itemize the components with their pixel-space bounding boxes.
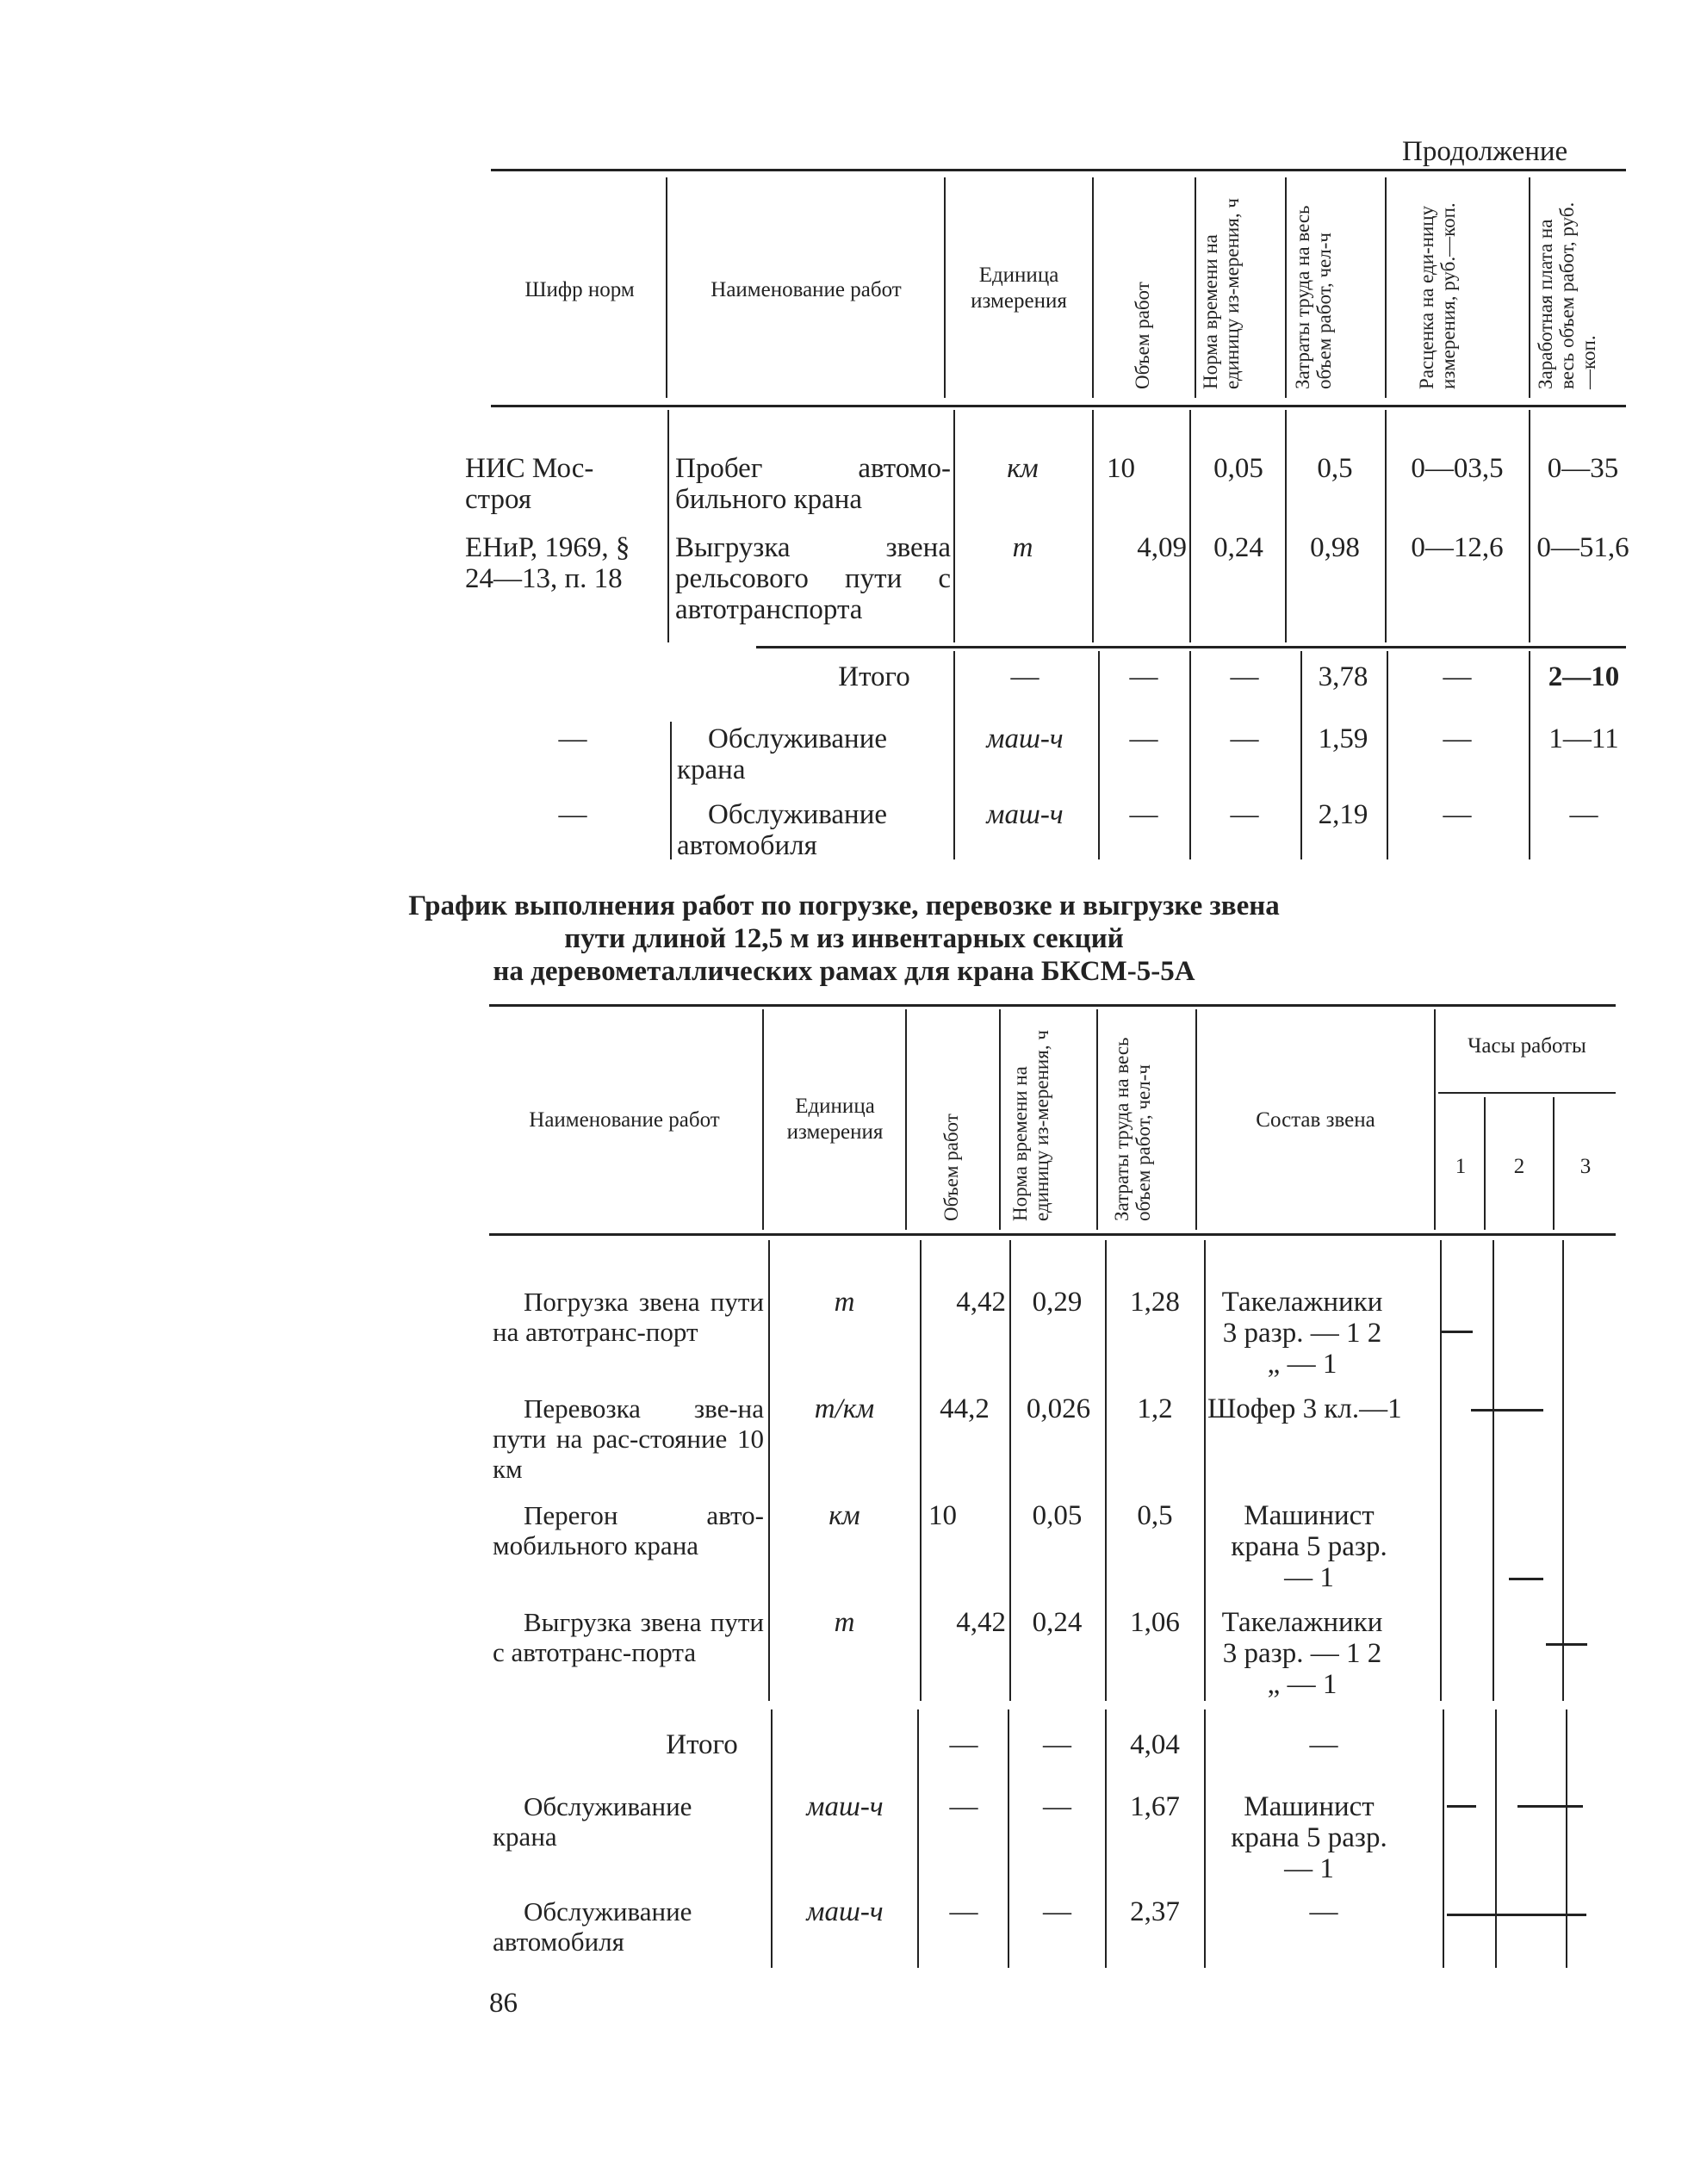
t2-total-norm: — (1043, 1729, 1071, 1760)
t1-hdr-divider (666, 177, 667, 398)
t2-body-divider (1562, 1240, 1564, 1701)
t2-row7-unit: маш-ч (806, 1896, 884, 1927)
t2-body-divider (917, 1709, 919, 1968)
t1-row5-unit: маш-ч (986, 799, 1064, 830)
schedule-title-line2: пути длиной 12,5 м из инвентарных секций (564, 923, 1124, 954)
t1-body-divider (667, 410, 669, 642)
t2-header-hour-1: 1 (1455, 1155, 1467, 1178)
t2-row3-labor: 0,5 (1137, 1500, 1173, 1531)
t2-header-volume: Объем работ (940, 1114, 962, 1221)
t2-row2-crew: Шофер 3 кл.—1 (1207, 1393, 1402, 1424)
t2-row6-labor: 1,67 (1130, 1791, 1180, 1822)
t1-row1-name: Пробег автомо-бильного крана (675, 453, 951, 515)
t1-row4-name: Обслуживание крана (677, 723, 888, 785)
t2-row1-name: Погрузка звена пути на автотранс-порт (493, 1287, 764, 1347)
t2-hdr-divider (1434, 1009, 1436, 1230)
t1-lower-divider (953, 651, 955, 859)
t1-row1-rate: 0—03,5 (1411, 453, 1504, 484)
page-number: 86 (489, 1988, 518, 2019)
t1-row1-labor: 0,5 (1317, 453, 1353, 484)
t2-row1-unit: т (834, 1287, 855, 1318)
t1-row1-unit: км (1007, 453, 1039, 484)
t2-row1-volume: 4,42 (956, 1287, 1006, 1318)
gantt-bar-transport (1471, 1409, 1543, 1412)
t1-lower-divider (1189, 651, 1191, 859)
t1-row4-rate: — (1443, 723, 1472, 754)
t2-total-crew: — (1309, 1729, 1338, 1760)
t2-row7-labor: 2,37 (1130, 1896, 1180, 1927)
t2-row2-name: Перевозка зве-на пути на рас-стояние 10 км (493, 1393, 764, 1484)
schedule-title-line3: на деревометаллических рамах для крана БКСМ-5-5А (493, 956, 1195, 987)
t2-hdr-divider (1195, 1009, 1197, 1230)
t2-row6-volume: — (949, 1791, 978, 1822)
t1-row1-code: НИС Мос-строя (465, 453, 594, 515)
t2-body-divider (1440, 1240, 1442, 1701)
t2-row3-unit: км (828, 1500, 860, 1531)
t2-row6-unit: маш-ч (806, 1791, 884, 1822)
schedule-title-line1: График выполнения работ по погрузке, перевозке и выгрузке звена (408, 890, 1280, 921)
t1-header-volume: Объем работ (1132, 282, 1153, 389)
t1-total-norm: — (1230, 661, 1259, 692)
t2-row6-crew: Машинист крана 5 разр. — 1 (1231, 1791, 1387, 1884)
t1-row2-labor: 0,98 (1310, 532, 1360, 563)
t1-row5-norm: — (1230, 799, 1259, 830)
t2-row4-volume: 4,42 (956, 1607, 1006, 1638)
t2-header-crew: Состав звена (1256, 1108, 1375, 1132)
t2-row7-name: Обслуживание автомобиля (493, 1896, 692, 1957)
t2-total-volume: — (949, 1729, 978, 1760)
gantt-bar-crane-service-2 (1517, 1805, 1583, 1808)
t1-header-wage: Заработная плата на весь объем работ, руб.—коп. (1535, 202, 1599, 389)
t2-body-divider (1009, 1240, 1011, 1701)
t2-body-divider (771, 1709, 773, 1968)
t2-row3-crew: Машинист крана 5 разр. — 1 (1231, 1500, 1387, 1593)
t2-body-divider (1443, 1709, 1444, 1968)
t1-row2-norm: 0,24 (1213, 532, 1263, 563)
t1-row5-rate: — (1443, 799, 1472, 830)
t2-total-labor: 4,04 (1130, 1729, 1180, 1760)
t1-row5-volume: — (1129, 799, 1158, 830)
t2-row4-crew: Такелажники 3 разр. — 1 2 „ — 1 (1221, 1607, 1383, 1700)
t2-row1-labor: 1,28 (1130, 1287, 1180, 1318)
t2-body-divider (1105, 1709, 1107, 1968)
table1-total-rule (756, 646, 1626, 648)
gantt-bar-loading (1440, 1331, 1473, 1333)
t1-hdr-divider (1092, 177, 1094, 398)
t1-body-divider (1385, 410, 1387, 642)
t1-row2-wage: 0—51,6 (1536, 532, 1629, 563)
t1-row5-labor: 2,19 (1318, 799, 1368, 830)
t2-row1-norm: 0,29 (1032, 1287, 1083, 1318)
t1-total-wage: 2—10 (1548, 661, 1620, 692)
t2-row7-volume: — (949, 1896, 978, 1927)
t2-header-hour-2: 2 (1513, 1155, 1525, 1178)
t1-hdr-divider (944, 177, 946, 398)
t1-row4-norm: — (1230, 723, 1259, 754)
t2-row2-norm: 0,026 (1026, 1393, 1091, 1424)
t1-row5-name: Обслуживание автомобиля (677, 799, 888, 861)
table1-top-rule (491, 169, 1626, 171)
t2-hdr-divider (1553, 1097, 1555, 1230)
t2-body-divider (1495, 1709, 1497, 1968)
t2-hdr-divider (999, 1009, 1001, 1230)
t2-header-name: Наименование работ (529, 1108, 720, 1132)
t2-row7-norm: — (1043, 1896, 1071, 1927)
t2-body-divider (1204, 1240, 1206, 1701)
t1-lower-divider (1098, 651, 1100, 859)
table2-header-rule (489, 1233, 1616, 1236)
t2-row6-norm: — (1043, 1791, 1071, 1822)
gantt-bar-crane-service-1 (1447, 1805, 1476, 1808)
t1-hdr-divider (1285, 177, 1287, 398)
t1-lower-divider (670, 722, 672, 859)
t1-total-unit: — (1010, 661, 1039, 692)
t1-lower-divider (1529, 651, 1530, 859)
t2-hdr-divider (762, 1009, 764, 1230)
t1-hdr-divider (1385, 177, 1387, 398)
t1-row4-wage: 1—11 (1548, 723, 1619, 754)
t2-header-hours: Часы работы (1468, 1034, 1586, 1058)
t2-header-labor: Затраты труда на весь объем работ, чел-ч (1111, 1037, 1154, 1221)
t2-header-norm: Норма времени на единицу из-мерения, ч (1009, 1030, 1052, 1221)
t1-header-labor: Затраты труда на весь объем работ, чел-ч (1292, 205, 1335, 389)
t1-row1-norm: 0,05 (1213, 453, 1263, 484)
t1-header-code: Шифр норм (524, 278, 635, 301)
t1-body-divider (1092, 410, 1094, 642)
t1-body-divider (1529, 410, 1530, 642)
gantt-bar-vehicle-service (1447, 1914, 1586, 1916)
t2-total-label: Итого (666, 1729, 738, 1760)
t2-header-unit: Единица измерения (786, 1095, 884, 1144)
t2-body-divider (1566, 1709, 1567, 1968)
t1-row4-code: — (558, 723, 587, 754)
t2-row6-name: Обслуживание крана (493, 1791, 692, 1852)
t2-body-divider (1008, 1709, 1009, 1968)
t1-row2-volume: 4,09 (1137, 532, 1187, 563)
t1-hdr-divider (1529, 177, 1530, 398)
t1-row4-labor: 1,59 (1318, 723, 1368, 754)
t1-header-rate: Расценка на еди-ницу измерения, руб.—коп. (1416, 202, 1459, 389)
t1-body-divider (1285, 410, 1287, 642)
t2-body-divider (1204, 1709, 1206, 1968)
t1-row1-volume: 10 (1107, 453, 1135, 484)
t1-total-labor: 3,78 (1318, 661, 1368, 692)
t2-row3-name: Перегон авто-мобильного крана (493, 1500, 764, 1560)
t1-total-rate: — (1443, 661, 1472, 692)
t2-hdr-divider (1096, 1009, 1098, 1230)
t2-row3-volume: 10 (928, 1500, 957, 1531)
t1-row2-rate: 0—12,6 (1411, 532, 1504, 563)
t1-row2-unit: т (1012, 532, 1033, 563)
gantt-bar-unloading (1546, 1643, 1587, 1646)
gantt-bar-crane-run (1509, 1578, 1543, 1580)
t1-row2-name: Выгрузка звена рельсового пути с автотранспорта (675, 532, 951, 625)
t2-header-hour-3: 3 (1579, 1155, 1592, 1178)
t1-total-label: Итого (838, 661, 910, 692)
t2-row4-unit: т (834, 1607, 855, 1638)
t1-row2-code: ЕНиР, 1969, § 24—13, п. 18 (465, 532, 630, 594)
t1-row4-unit: маш-ч (986, 723, 1064, 754)
table2-hours-rule (1438, 1092, 1616, 1094)
t2-row1-crew: Такелажники 3 разр. — 1 2 „ — 1 (1221, 1287, 1383, 1380)
t2-row4-labor: 1,06 (1130, 1607, 1180, 1638)
t2-row2-unit: т/км (814, 1393, 875, 1424)
t1-row4-volume: — (1129, 723, 1158, 754)
t1-row5-wage: — (1569, 799, 1598, 830)
t1-header-norm: Норма времени на единицу из-мерения, ч (1200, 198, 1243, 389)
t2-row2-volume: 44,2 (940, 1393, 990, 1424)
t2-row2-labor: 1,2 (1137, 1393, 1173, 1424)
t2-body-divider (1105, 1240, 1107, 1701)
t1-header-unit: Единица измерения (971, 264, 1067, 313)
continuation-label: Продолжение (1402, 136, 1568, 167)
t2-body-divider (1493, 1240, 1494, 1701)
table2-top-rule (489, 1004, 1616, 1007)
t2-hdr-divider (905, 1009, 907, 1230)
t2-row4-name: Выгрузка звена пути с автотранс-порта (493, 1607, 764, 1667)
t1-header-name: Наименование работ (711, 278, 902, 301)
t2-row3-norm: 0,05 (1032, 1500, 1083, 1531)
t1-row5-code: — (558, 799, 587, 830)
t1-body-divider (953, 410, 955, 642)
t1-total-volume: — (1129, 661, 1158, 692)
t1-hdr-divider (1195, 177, 1196, 398)
t2-row4-norm: 0,24 (1032, 1607, 1083, 1638)
table1-header-rule (491, 405, 1626, 407)
t1-body-divider (1189, 410, 1191, 642)
t1-row1-wage: 0—35 (1547, 453, 1619, 484)
t2-body-divider (768, 1240, 770, 1701)
t2-row7-crew: — (1309, 1896, 1338, 1927)
